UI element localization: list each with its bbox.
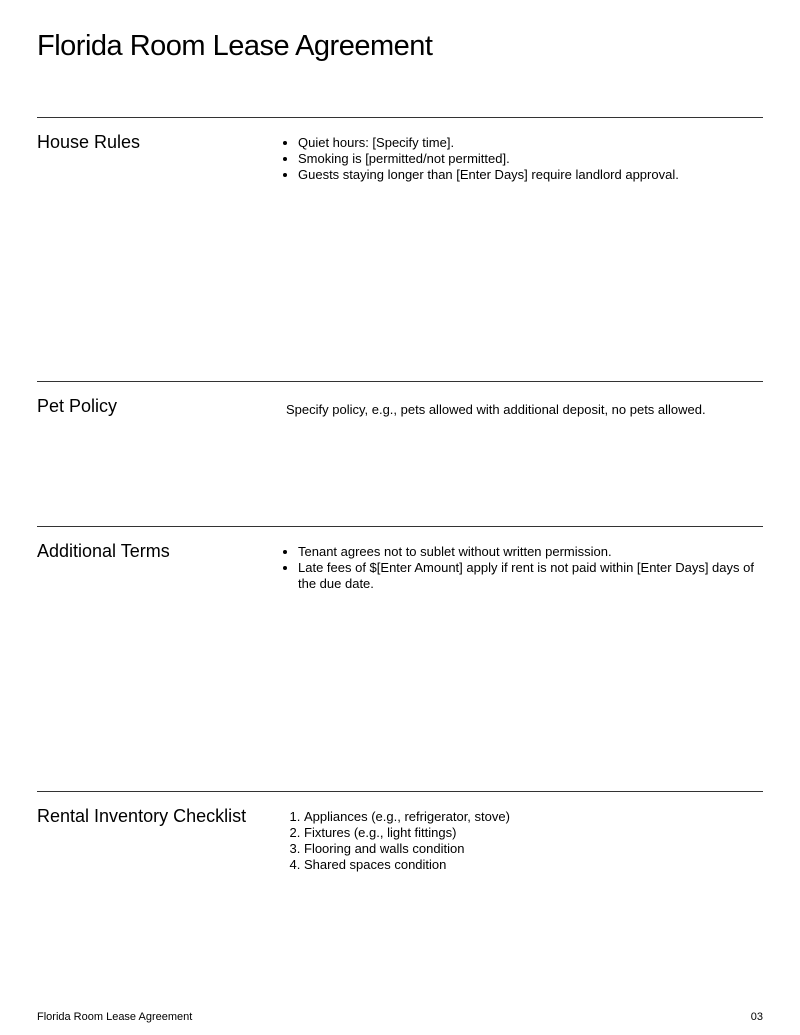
section-heading: Additional Terms	[37, 541, 170, 561]
section-house-rules	[37, 117, 763, 182]
list-item: • Quiet hours: [Specify time].	[298, 135, 756, 151]
page-number: 03	[750, 1011, 763, 1023]
section-heading: Rental Inventory Checklist	[37, 806, 247, 826]
list-item: 3. Flooring and walls condition	[304, 841, 756, 857]
list-item: • Late fees of $[Enter Amount] apply if rent is not paid within [Enter Days] days of the due date.	[298, 560, 756, 592]
section-inventory-checklist	[37, 791, 763, 872]
list-item: 1. Appliances (e.g., refrigerator, stove)	[304, 809, 756, 825]
section-additional-terms	[37, 526, 763, 591]
footer-title: Florida Room Lease Agreement	[37, 1011, 193, 1023]
list-item: 2. Fixtures (e.g., light fittings)	[304, 825, 756, 841]
list-item: • Smoking is [permitted/not permitted].	[298, 151, 756, 167]
section-heading: Pet Policy	[37, 396, 118, 416]
section-text: Specify policy, e.g., pets allowed with additional deposit, no pets allowed.	[286, 402, 706, 417]
list-item: 4. Shared spaces condition	[304, 857, 756, 873]
list-item: • Tenant agrees not to sublet without written permission.	[298, 544, 756, 560]
section-heading: House Rules	[37, 132, 141, 152]
list-item: • Guests staying longer than [Enter Days] require landlord approval.	[298, 167, 756, 183]
page-title: Florida Room Lease Agreement	[37, 30, 433, 62]
section-pet-policy	[37, 381, 763, 417]
